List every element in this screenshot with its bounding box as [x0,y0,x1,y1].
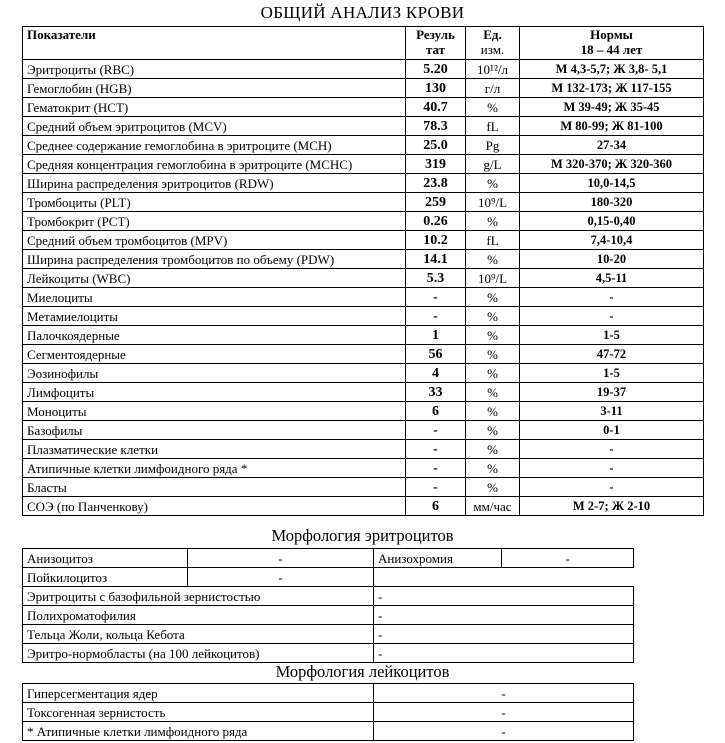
wbc-morphology-label: * Атипичные клетки лимфоидного ряда [23,722,374,741]
result-value: - [406,421,466,440]
rbc-morphology-value: - [374,606,634,625]
norm-value: - [520,478,704,497]
indicator-name: Палочкоядерные [23,326,406,345]
unit-value: г/л [466,79,520,98]
poikilocytosis-value: - [188,568,374,587]
norm-value: М 80-99; Ж 81-100 [520,117,704,136]
indicator-name: Базофилы [23,421,406,440]
table-row [23,326,704,345]
table-row [23,288,704,307]
header-unit: Ед. изм. [466,27,520,60]
result-value: 78.3 [406,117,466,136]
empty-cell [374,568,634,587]
result-value: 259 [406,193,466,212]
indicator-name: Сегментоядерные [23,345,406,364]
indicator-name: Тромбоциты (PLT) [23,193,406,212]
norm-value: М 2-7; Ж 2-10 [520,497,704,516]
unit-value: fL [466,117,520,136]
unit-value: % [466,459,520,478]
unit-value: % [466,288,520,307]
indicator-name: Гемоглобин (HGB) [23,79,406,98]
unit-value: % [466,364,520,383]
rbc-morphology-table [22,548,634,663]
anisocytosis-label: Анизоцитоз [23,549,188,568]
unit-value: % [466,212,520,231]
result-value: - [406,288,466,307]
result-value: 4 [406,364,466,383]
header-indicator: Показатели [23,27,406,60]
indicator-name: Атипичные клетки лимфоидного ряда * [23,459,406,478]
table-row [23,568,634,587]
result-value: 40.7 [406,98,466,117]
unit-value: % [466,345,520,364]
result-value: 0.26 [406,212,466,231]
result-value: 25.0 [406,136,466,155]
table-row [23,497,704,516]
rbc-morphology-label: Полихроматофилия [23,606,374,625]
result-value: - [406,459,466,478]
table-row [23,345,704,364]
rbc-morphology-value: - [374,644,634,663]
norm-value: - [520,459,704,478]
rbc-morphology-value: - [374,625,634,644]
indicator-name: Метамиелоциты [23,307,406,326]
indicator-name: Ширина распределения тромбоцитов по объему (PDW) [23,250,406,269]
wbc-morphology-label: Токсогенная зернистость [23,703,374,722]
table-row [23,478,704,497]
indicator-name: Гематокрит (HCT) [23,98,406,117]
result-value: 56 [406,345,466,364]
result-value: - [406,440,466,459]
result-value: 5.20 [406,60,466,79]
rbc-morphology-title: Морфология эритроцитов [271,526,454,545]
unit-value: g/L [466,155,520,174]
result-value: 6 [406,497,466,516]
table-row [23,117,704,136]
unit-value: % [466,98,520,117]
table-row [23,174,704,193]
indicator-name: Миелоциты [23,288,406,307]
norm-value: 1-5 [520,364,704,383]
table-row [23,364,704,383]
table-row [23,79,704,98]
unit-value: % [466,440,520,459]
table-row [23,549,634,568]
report-title: ОБЩИЙ АНАЛИЗ КРОВИ [260,3,465,22]
table-row [23,60,704,79]
norm-value: 10,0-14,5 [520,174,704,193]
table-row [23,587,634,606]
table-row [23,703,634,722]
table-row [23,684,634,703]
rbc-morphology-label: Эритро-нормобласты (на 100 лейкоцитов) [23,644,374,663]
wbc-morphology-label: Гиперсегментация ядер [23,684,374,703]
norm-value: М 39-49; Ж 35-45 [520,98,704,117]
norm-value: 3-11 [520,402,704,421]
table-row [23,212,704,231]
result-value: 14.1 [406,250,466,269]
unit-value: % [466,421,520,440]
indicator-name: Среднее содержание гемоглобина в эритроците (MCH) [23,136,406,155]
norm-value: 4,5-11 [520,269,704,288]
result-value: 6 [406,402,466,421]
blood-test-table [22,26,704,516]
unit-value: % [466,326,520,345]
rbc-morphology-label: Тельца Жоли, кольца Кебота [23,625,374,644]
result-value: 130 [406,79,466,98]
wbc-morphology-value: - [374,703,634,722]
indicator-name: Ширина распределения эритроцитов (RDW) [23,174,406,193]
unit-value: % [466,383,520,402]
indicator-name: Средняя концентрация гемоглобина в эритроците (MCHC) [23,155,406,174]
result-value: 5.3 [406,269,466,288]
table-row [23,722,634,741]
unit-value: 10¹²/л [466,60,520,79]
header-norm: Нормы 18 – 44 лет [520,27,704,60]
table-row [23,402,704,421]
norm-value: 10-20 [520,250,704,269]
wbc-morphology-value: - [374,722,634,741]
indicator-name: Средний объем эритроцитов (MCV) [23,117,406,136]
rbc-morphology-label: Эритроциты с базофильной зернистостью [23,587,374,606]
indicator-name: Плазматические клетки [23,440,406,459]
norm-value: 1-5 [520,326,704,345]
result-value: 23.8 [406,174,466,193]
anisochromia-value: - [502,549,634,568]
table-row [23,269,704,288]
table-row [23,250,704,269]
table-row [23,606,634,625]
unit-value: % [466,478,520,497]
indicator-name: Лейкоциты (WBC) [23,269,406,288]
table-row [23,193,704,212]
table-row [23,644,634,663]
table-header-row [23,27,704,60]
unit-value: мм/час [466,497,520,516]
table-row [23,136,704,155]
anisocytosis-value: - [188,549,374,568]
table-row [23,440,704,459]
norm-value: 27-34 [520,136,704,155]
rbc-morphology-value: - [374,587,634,606]
table-row [23,155,704,174]
norm-value: 0,15-0,40 [520,212,704,231]
result-value: 33 [406,383,466,402]
norm-value: 47-72 [520,345,704,364]
table-row [23,307,704,326]
norm-value: - [520,307,704,326]
unit-value: fL [466,231,520,250]
table-row [23,383,704,402]
unit-value: % [466,174,520,193]
norm-value: 7,4-10,4 [520,231,704,250]
indicator-name: Средний объем тромбоцитов (MPV) [23,231,406,250]
indicator-name: Моноциты [23,402,406,421]
unit-value: 10⁹/L [466,193,520,212]
wbc-morphology-title: Морфология лейкоцитов [275,662,450,681]
indicator-name: Тромбокрит (PCT) [23,212,406,231]
result-value: 319 [406,155,466,174]
result-value: - [406,307,466,326]
unit-value: % [466,250,520,269]
indicator-name: Бласты [23,478,406,497]
anisochromia-label: Анизохромия [374,549,502,568]
result-value: 10.2 [406,231,466,250]
poikilocytosis-label: Пойкилоцитоз [23,568,188,587]
indicator-name: Лимфоциты [23,383,406,402]
norm-value: М 132-173; Ж 117-155 [520,79,704,98]
norm-value: 19-37 [520,383,704,402]
indicator-name: Эозинофилы [23,364,406,383]
indicator-name: СОЭ (по Панченкову) [23,497,406,516]
table-row [23,421,704,440]
norm-value: - [520,440,704,459]
table-row [23,98,704,117]
norm-value: 180-320 [520,193,704,212]
wbc-morphology-table [22,683,634,741]
unit-value: % [466,402,520,421]
unit-value: 10⁹/L [466,269,520,288]
unit-value: % [466,307,520,326]
norm-value: - [520,288,704,307]
indicator-name: Эритроциты (RBC) [23,60,406,79]
unit-value: Pg [466,136,520,155]
result-value: - [406,478,466,497]
table-row [23,459,704,478]
header-result: Резуль тат [406,27,466,60]
norm-value: М 320-370; Ж 320-360 [520,155,704,174]
result-value: 1 [406,326,466,345]
table-row [23,625,634,644]
norm-value: 0-1 [520,421,704,440]
table-row [23,231,704,250]
wbc-morphology-value: - [374,684,634,703]
norm-value: М 4,3-5,7; Ж 3,8- 5,1 [520,60,704,79]
